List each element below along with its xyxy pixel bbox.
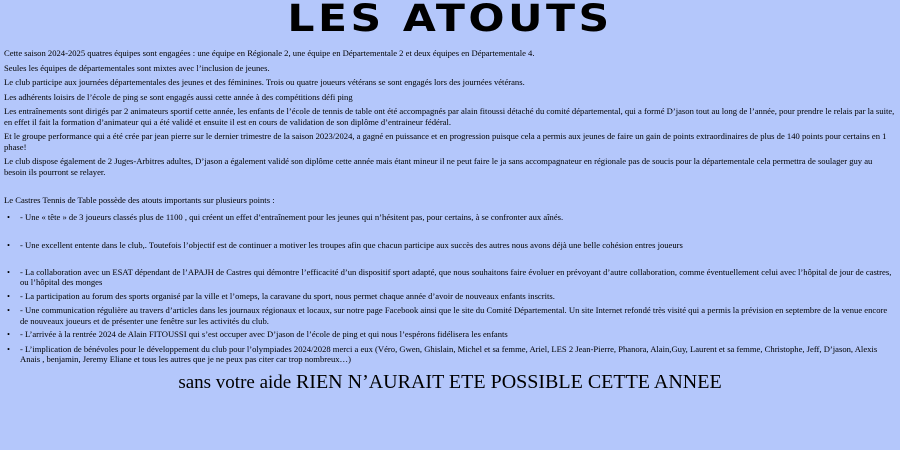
- paragraph-teams: Cette saison 2024-2025 quatres équipes sont engagées : une équipe en Régionale 2, une équipe en Départementale 2 et deux équipes en Départementale 4.: [4, 48, 535, 58]
- list-item: [4, 267, 896, 288]
- list-item: [4, 344, 896, 365]
- page-title: LES ATOUTS: [287, 0, 613, 40]
- bullet-icon: •: [7, 240, 11, 250]
- list-item: [4, 329, 896, 340]
- paragraph-leisure: Les adhérents loisirs de l’école de ping se sont engagés aussi cette année à des compétitions défi ping: [4, 91, 353, 102]
- list-item-text: - Une excellent entente dans le club,. Toutefois l’objectif est de continuer a motiver les troupes afin que chacun participe aux succès des autres nous avons déjà une belle cohésion entres joueurs: [20, 240, 683, 250]
- bullet-icon: •: [7, 266, 11, 277]
- bullet-icon: •: [7, 290, 11, 301]
- paragraph-youth-days: Le club participe aux journées départementales des jeunes et des féminines. Trois ou quatre joueurs vétérans se sont engagés lors des journées vétérans.: [4, 77, 525, 87]
- list-item-text: - Une communication régulière au travers d’articles dans les journaux régionaux et locaux, sur notre page Facebook ainsi que le site du Comité Départemental. Un site Internet refondé très visité qui a permis la prévision en septembre de la venue encore de nouveaux joueurs et de présenter une fenêtre sur les activités du club.: [20, 305, 888, 326]
- list-item-text: - La collaboration avec un ESAT dépendant de l’APAJH de Castres qui démontre l’efficacité d’un dispositif sport adapté, que nous souhaitons faire évoluer en prévoyant d’autre collaboration, comme éventuellement celui avec l’hôpital de jour de castres, ou l’hôpital des monges: [20, 266, 892, 287]
- paragraph-performance-group: Et le groupe performance qui a été crée par jean pierre sur le dernier trimestre de la saison 2023/2024, a gagné en puissance et en progression puisque cela a permis aux jeunes de faire un gain de points extraordinaires de plus de 140 points pour certains en 1 phase!: [4, 131, 887, 152]
- atouts-intro: Le Castres Tennis de Table possède des atouts importants sur plusieurs points :: [4, 195, 275, 205]
- bullet-icon: •: [7, 329, 11, 339]
- list-item: [4, 305, 896, 326]
- closing-statement: [4, 371, 896, 394]
- closing-caps: RIEN N’AURAIT ETE POSSIBLE CETTE ANNEE: [295, 370, 722, 393]
- bullet-icon: •: [7, 343, 11, 354]
- bullet-icon: •: [7, 305, 11, 315]
- list-item: [4, 291, 896, 302]
- list-item-text: - L’arrivée à la rentrée 2024 de Alain FITOUSSI qui s’est occuper avec D’jason de l’école de ping et qui nous l’espérons fidélisera les enfants: [20, 329, 508, 339]
- list-item-text: - Une « tête » de 3 joueurs classés plus de 1100 , qui créent un effet d’entraînement pour les jeunes qui n’hésitent pas, pour certains, à se confronter aux aînés.: [20, 211, 564, 222]
- atouts-list: [4, 212, 896, 365]
- list-item: [4, 240, 896, 251]
- list-item-text: - L’implication de bénévoles pour le développement du club pour l’olympiades 2024/2028 merci a eux (Véro, Gwen, Ghislain, Michel et sa femme, Ariel, LES 2 Jean-Pierre, Phanora, Alain,Guy, Laurent et sa femme, Christophe, Jeff, D’jason, Alexis Anais , benjamin, Jeremy Eliane et tous les autres que je ne peux pas citer car trop nombreux…): [20, 343, 878, 364]
- closing-lead: sans votre aide: [178, 371, 296, 393]
- list-item: [4, 212, 896, 223]
- paragraph-training: Les entraînements sont dirigés par 2 animateurs sportif cette année, les enfants de l’école de tennis de table ont été accompagnés par alain fitoussi détaché du comité départemental, qui a formé D’jason tout au long de l’année, pour prendre le relais par la suite, en effet il fait la formation d’animateur qui a été validé et ensuite il est en cours de validation de son diplôme d’entraineur fédéral.: [4, 106, 895, 127]
- paragraph-mixed-teams: Seules les équipes de départementales sont mixtes avec l’inclusion de jeunes.: [4, 62, 270, 73]
- paragraph-referees: Le club dispose également de 2 Juges-Arbitres adultes, D’jason a également validé son diplôme cette année mais étant mineur il ne peut faire le ja sans accompagnateur en régionale pas de soucis pour la départementale cela permettra de soulager guy au besoin ils pourront se relayer.: [4, 156, 873, 177]
- list-item-text: - La participation au forum des sports organisé par la ville et l’omeps, la caravane du sport, nous permet chaque année d’avoir de nouveaux enfants inscrits.: [20, 290, 555, 301]
- bullet-icon: •: [7, 211, 11, 222]
